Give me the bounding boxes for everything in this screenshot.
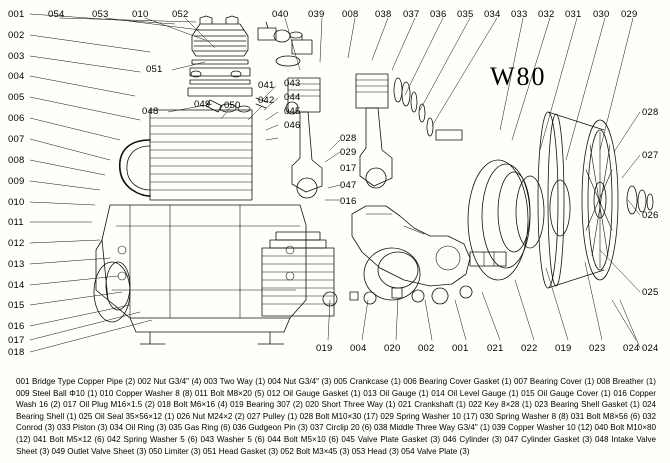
callout-left-016: 016: [8, 321, 25, 332]
callout-bottom-023: 023: [589, 343, 606, 354]
callout-inner-041: 041: [258, 80, 275, 91]
callout-top-032: 032: [538, 9, 555, 20]
callout-inner-046: 046: [284, 120, 301, 131]
callout-right-027: 027: [642, 150, 659, 161]
callout-left-001: 001: [8, 9, 25, 20]
callout-left-002: 002: [8, 30, 25, 41]
callout-top-053: 053: [92, 9, 109, 20]
callout-inner-048: 048: [142, 106, 159, 117]
callout-inner-042: 042: [258, 95, 275, 106]
callout-bottom-019b: 019: [555, 343, 572, 354]
callout-bottom-001: 001: [452, 343, 469, 354]
callout-bottom-024: 024: [623, 343, 640, 354]
callout-top-029: 029: [621, 9, 638, 20]
callout-top-031: 031: [565, 9, 582, 20]
callout-right-028: 028: [642, 107, 659, 118]
callout-top-034: 034: [484, 9, 501, 20]
callout-left-004: 004: [8, 71, 25, 82]
callout-top-054: 054: [48, 9, 65, 20]
callout-inner-029: 029: [340, 147, 357, 158]
callout-top-036: 036: [430, 9, 447, 20]
callout-bottom-022: 022: [521, 343, 538, 354]
callout-inner-016: 016: [340, 196, 357, 207]
callout-bottom-021: 021: [487, 343, 504, 354]
callout-left-012: 012: [8, 238, 25, 249]
callout-left-015: 015: [8, 300, 25, 311]
callout-left-017: 017: [8, 335, 25, 346]
callout-top-039: 039: [308, 9, 325, 20]
callout-right-026: 026: [642, 210, 659, 221]
callout-left-018: 018: [8, 347, 25, 358]
callout-left-010: 010: [8, 197, 25, 208]
callout-top-033: 033: [511, 9, 528, 20]
callout-top-010: 010: [132, 9, 149, 20]
callout-top-035: 035: [457, 9, 474, 20]
callout-inner-051: 051: [146, 64, 163, 75]
callout-left-008: 008: [8, 155, 25, 166]
callout-right-024: 024: [642, 343, 659, 354]
callout-left-014: 014: [8, 280, 25, 291]
callout-left-009: 009: [8, 176, 25, 187]
callout-top-040: 040: [272, 9, 289, 20]
callout-left-003: 003: [8, 51, 25, 62]
callout-inner-050: 050: [224, 100, 241, 111]
callout-top-008: 008: [342, 9, 359, 20]
callout-top-052: 052: [172, 9, 189, 20]
callout-left-013: 013: [8, 259, 25, 270]
callout-top-037: 037: [403, 9, 420, 20]
callout-bottom-019: 019: [316, 343, 333, 354]
callout-left-005: 005: [8, 92, 25, 103]
callout-left-007: 007: [8, 134, 25, 145]
callout-top-038: 038: [375, 9, 392, 20]
parts-legend-text: 001 Bridge Type Copper Pipe (2) 002 Nut G3/4" (4) 003 Two Way (1) 004 Nut G3/4" (3) 005 Crankcase (1) 006 Bearing Cover Gasket (1) 007 Bearing Cover (1) 008 Breather (1) 009 Steel Ball Φ10 (1) 010 Copper Washer 8 (8) 011 Bolt M8×20 (5) 012 Oil Gauge Gasket (1) 013 Oil Gauge (1) 014 Oil Level Gauge (1) 015 Oil Gauge Cover (1) 016 Copper Wash 16 (2) 017 Oil Plug M16×1.5 (2) 018 Bolt M6×16 (4) 019 Bearing 307 (2) 020 Short Three Way (1) 021 Crankshaft (1) 022 Key 8×28 (1) 023 Bearing Shell Gasket (1) 024 Bearing Shell (1) 025 Oil Seal 35×56×12 (1) 026 Nut M24×2 (2) 027 Pulley (1) 028 Bolt M10×30 (17) 029 Spring Washer 10 (17) 030 Spring Washer 8 (8) 031 Bolt M8×56 (6) 032 Conrod (3) 033 Piston (3) 034 Oil Ring (3) 035 Gas Ring (6) 036 Gudgeon Pin (3) 037 Circlip 20 (6) 038 Middle Three Way G3/4" (1) 039 Copper Washer 10 (12) 040 Bolt M10×80 (12) 041 Bolt M5×12 (6) 042 Spring Washer 5 (6) 043 Washer 5 (6) 044 Bolt M5×10 (6) 045 Valve Plate Gasket (3) 046 Cylinder (3) 047 Cylinder Gasket (3) 048 Intake Valve Sheet (3) 049 Outlet Valve Sheet (3) 050 Limiter (3) 051 Head Gasket (3) 052 Bolt M3×45 (3) 053 Head (3) 054 Valve Plate (3): [16, 377, 656, 456]
callout-left-006: 006: [8, 113, 25, 124]
callout-inner-028: 028: [340, 133, 357, 144]
callout-left-011: 011: [8, 217, 24, 228]
callout-inner-049: 049: [194, 99, 211, 110]
callout-inner-043: 043: [284, 78, 301, 89]
callout-right-025: 025: [642, 287, 659, 298]
callout-inner-044: 044: [284, 92, 301, 103]
callout-inner-047: 047: [340, 180, 357, 191]
callout-top-030: 030: [593, 9, 610, 20]
callout-inner-017: 017: [340, 163, 357, 174]
callout-bottom-020: 020: [384, 343, 401, 354]
callout-bottom-004: 004: [350, 343, 367, 354]
callout-bottom-002: 002: [418, 343, 435, 354]
model-title: W80: [490, 62, 547, 91]
callout-inner-045: 045: [284, 106, 301, 117]
